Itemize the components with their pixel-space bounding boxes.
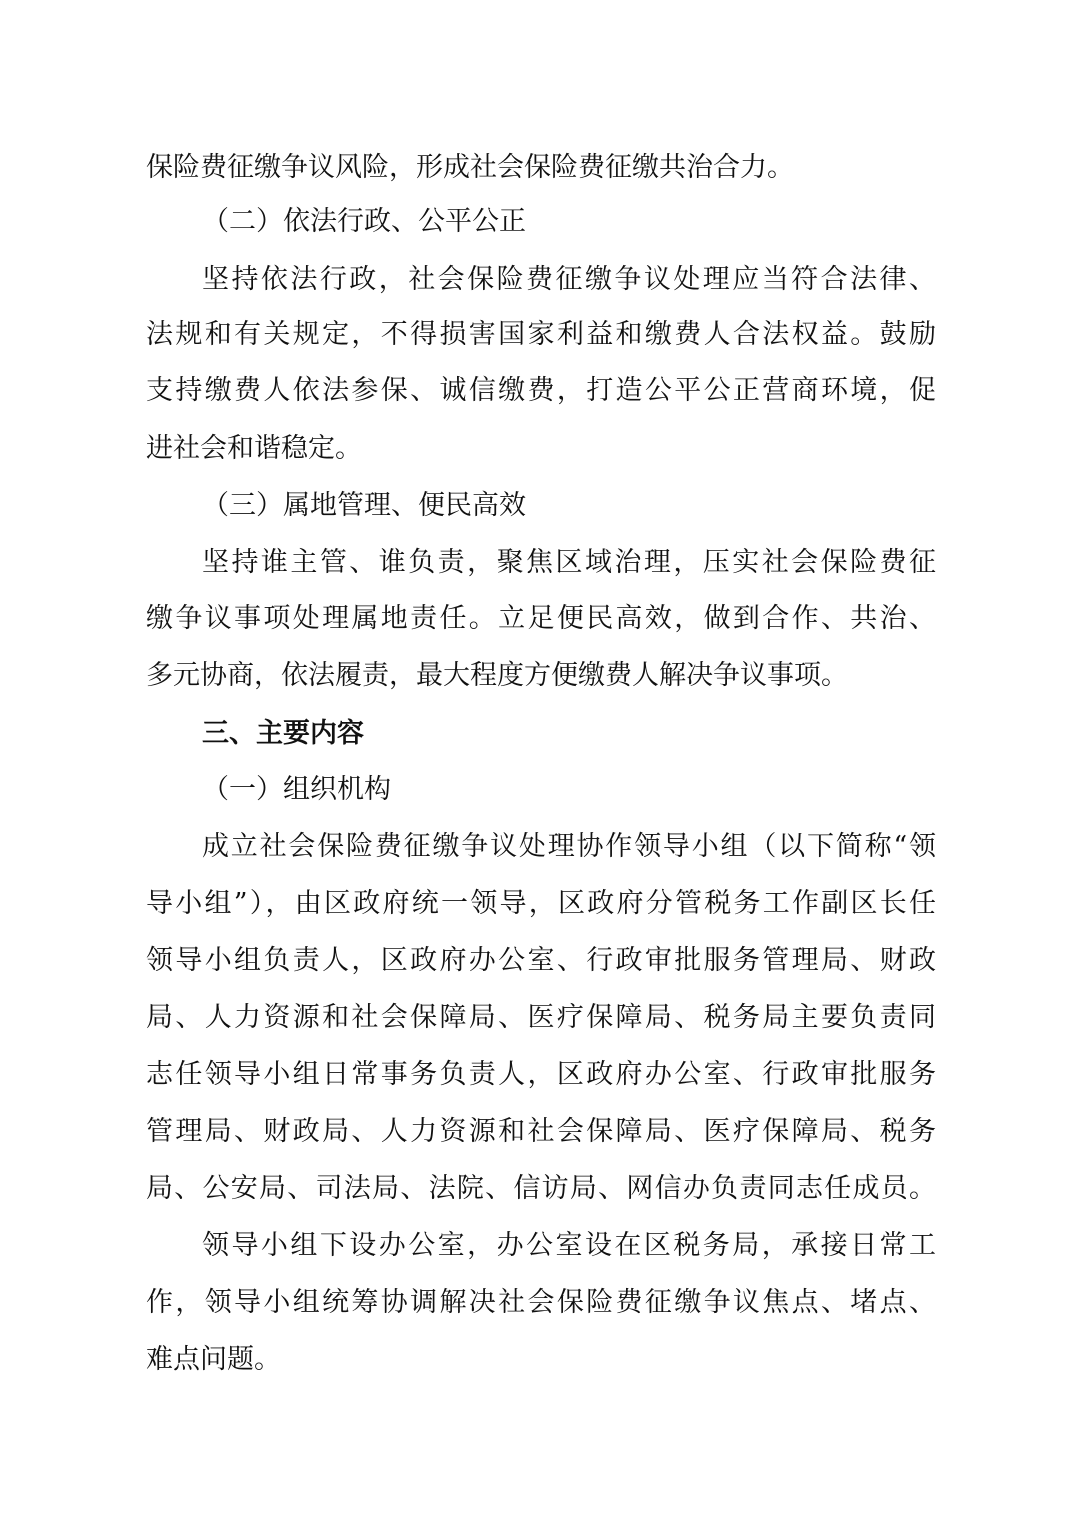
section-heading-3: （三）属地管理、便民高效 bbox=[202, 490, 526, 521]
paragraph-line: 难点问题。 bbox=[146, 1344, 281, 1375]
paragraph-line: 作，领导小组统筹协调解决社会保险费征缴争议焦点、堵点、 bbox=[146, 1287, 936, 1318]
paragraph-line: 坚持依法行政，社会保险费征缴争议处理应当符合法律、 bbox=[202, 264, 936, 295]
paragraph-line: 成立社会保险费征缴争议处理协作领导小组（以下简称“领 bbox=[202, 831, 936, 862]
paragraph-line: 多元协商，依法履责，最大程度方便缴费人解决争议事项。 bbox=[146, 660, 848, 691]
chapter-heading: 三、主要内容 bbox=[202, 718, 364, 749]
paragraph-line: 坚持谁主管、谁负责，聚焦区域治理，压实社会保险费征 bbox=[202, 547, 936, 578]
paragraph-line: 志任领导小组日常事务负责人，区政府办公室、行政审批服务 bbox=[146, 1059, 936, 1090]
paragraph-line: 领导小组负责人，区政府办公室、行政审批服务管理局、财政 bbox=[146, 945, 936, 976]
paragraph-line: 局、公安局、司法局、法院、信访局、网信办负责同志任成员。 bbox=[146, 1173, 936, 1204]
paragraph-line: 进社会和谐稳定。 bbox=[146, 433, 362, 464]
paragraph-line: 支持缴费人依法参保、诚信缴费，打造公平公正营商环境，促 bbox=[146, 375, 936, 406]
paragraph-line: 保险费征缴争议风险，形成社会保险费征缴共治合力。 bbox=[146, 152, 794, 183]
paragraph-line: 管理局、财政局、人力资源和社会保障局、医疗保障局、税务 bbox=[146, 1116, 936, 1147]
paragraph-line: 局、人力资源和社会保障局、医疗保障局、税务局主要负责同 bbox=[146, 1002, 936, 1033]
paragraph-line: 缴争议事项处理属地责任。立足便民高效，做到合作、共治、 bbox=[146, 603, 936, 634]
paragraph-line: 领导小组下设办公室，办公室设在区税务局，承接日常工 bbox=[202, 1230, 936, 1261]
section-heading-2: （二）依法行政、公平公正 bbox=[202, 206, 526, 237]
paragraph-line: 导小组”），由区政府统一领导，区政府分管税务工作副区长任 bbox=[146, 888, 936, 919]
paragraph-line: 法规和有关规定，不得损害国家利益和缴费人合法权益。鼓励 bbox=[146, 319, 936, 350]
section-heading-1: （一）组织机构 bbox=[202, 774, 391, 805]
